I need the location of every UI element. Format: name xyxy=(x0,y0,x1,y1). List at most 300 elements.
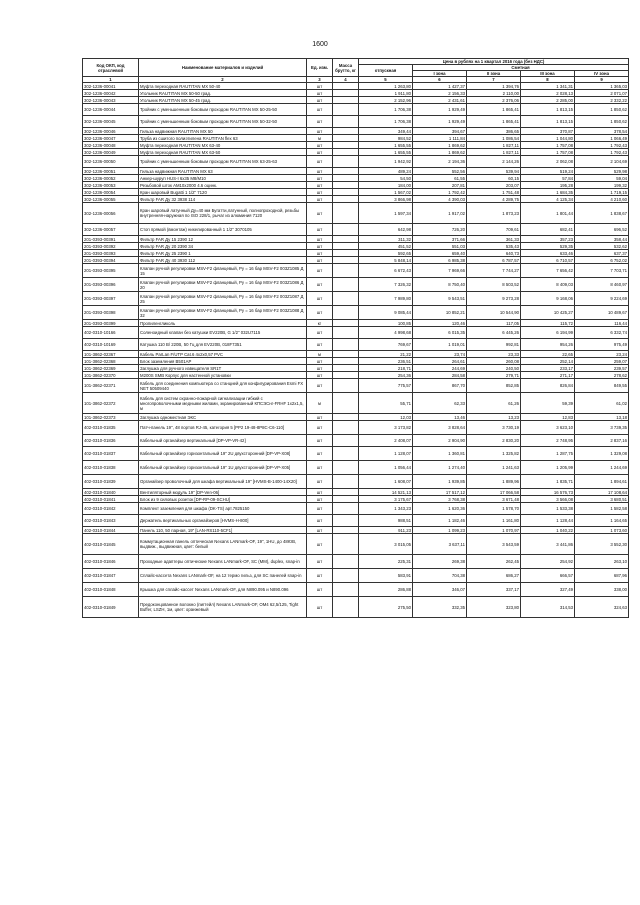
row-code: 101-3862-02371 xyxy=(83,379,139,393)
row-name: Труба из сшитого полиэтилена RAUTITAN flex 63 xyxy=(139,135,307,142)
row-mass xyxy=(333,597,359,618)
row-zone-2-price: 4 289,75 xyxy=(467,196,521,203)
row-zone-2-price: 1 873,23 xyxy=(467,203,521,224)
row-code: 402-0310-01840 xyxy=(83,489,139,496)
row-release-price: 769,67 xyxy=(359,339,413,351)
header-zone-3: III зона xyxy=(521,71,575,77)
row-unit: шт xyxy=(307,236,333,243)
row-zone-1-price: 1 099,23 xyxy=(413,527,467,534)
row-unit: шт xyxy=(307,156,333,168)
row-zone-2-price: 23,33 xyxy=(467,351,521,358)
table-row xyxy=(83,168,629,175)
row-zone-1-price: 17 517,12 xyxy=(413,489,467,496)
row-name: Блок из 9 силовых розеток [DP-RP-09-SCHU] xyxy=(139,496,307,503)
row-code: 101-3862-02373 xyxy=(83,414,139,421)
row-zone-2-price: 1 161,80 xyxy=(467,515,521,527)
row-zone-1-price: 13,46 xyxy=(413,414,467,421)
table-row xyxy=(83,264,629,278)
row-zone-3-price: 1 533,38 xyxy=(521,503,575,515)
row-zone-3-price: 233,17 xyxy=(521,365,575,372)
table-row xyxy=(83,414,629,421)
row-unit: шт xyxy=(307,365,333,372)
row-zone-3-price: 327,49 xyxy=(521,583,575,597)
row-zone-1-price: 3 828,64 xyxy=(413,421,467,435)
row-name: Кабель для соединения компьютера со станцией для конфигурирования Esmi FX NET 50509440 xyxy=(139,379,307,393)
table-row xyxy=(83,358,629,365)
row-zone-4-price: 199,32 xyxy=(575,182,629,189)
table-row xyxy=(83,583,629,597)
table-body xyxy=(83,83,629,618)
row-unit: шт xyxy=(307,149,333,156)
row-mass xyxy=(333,224,359,236)
row-unit: шт xyxy=(307,421,333,435)
row-code: 201-0393-00391 xyxy=(83,236,139,243)
row-code: 302-1236-00042 xyxy=(83,90,139,97)
row-zone-2-price: 640,73 xyxy=(467,250,521,257)
row-name: Фильтр FAR Ду 40 3930 112 xyxy=(139,257,307,264)
row-code: 402-0310-01838 xyxy=(83,461,139,475)
row-mass xyxy=(333,393,359,414)
row-zone-3-price: 1 801,44 xyxy=(521,203,575,224)
table-row xyxy=(83,534,629,555)
row-unit: шт xyxy=(307,503,333,515)
row-zone-3-price: 954,26 xyxy=(521,339,575,351)
table-row xyxy=(83,257,629,264)
row-zone-1-price: 1 917,02 xyxy=(413,203,467,224)
row-release-price: 1 263,80 xyxy=(359,83,413,90)
row-code: 201-0393-00392 xyxy=(83,243,139,250)
row-zone-1-price: 244,69 xyxy=(413,365,467,372)
row-zone-1-price: 284,58 xyxy=(413,372,467,379)
row-release-price: 236,51 xyxy=(359,358,413,365)
row-release-price: 1 597,34 xyxy=(359,203,413,224)
table-row xyxy=(83,182,629,189)
row-zone-2-price: 535,43 xyxy=(467,243,521,250)
row-release-price: 1 056,44 xyxy=(359,461,413,475)
row-zone-3-price: 57,84 xyxy=(521,175,575,182)
row-zone-3-price: 4 125,34 xyxy=(521,196,575,203)
row-code: 302-1236-00044 xyxy=(83,104,139,116)
row-mass xyxy=(333,292,359,306)
table-row xyxy=(83,156,629,168)
row-zone-3-price: 2 028,13 xyxy=(521,90,575,97)
row-mass xyxy=(333,257,359,264)
row-code: 402-0310-01845 xyxy=(83,534,139,555)
header-release-price: отпускная xyxy=(359,65,413,77)
row-zone-2-price: 2 376,06 xyxy=(467,97,521,104)
row-unit: шт xyxy=(307,189,333,196)
row-zone-4-price: 1 066,49 xyxy=(575,135,629,142)
row-unit: шт xyxy=(307,90,333,97)
row-name: Гильза надвижная RAUTITAN MX 50 xyxy=(139,128,307,135)
row-zone-2-price: 361,33 xyxy=(467,236,521,243)
row-zone-4-price: 239,57 xyxy=(575,365,629,372)
row-zone-2-price: 1 827,11 xyxy=(467,149,521,156)
row-unit: шт xyxy=(307,527,333,534)
row-zone-4-price: 338,00 xyxy=(575,583,629,597)
row-unit: шт xyxy=(307,339,333,351)
row-name: Фильтр FAR Ду 32 3938 114 xyxy=(139,196,307,203)
row-zone-3-price: 1 813,15 xyxy=(521,116,575,128)
row-release-price: 1 706,38 xyxy=(359,104,413,116)
row-zone-1-price: 23,74 xyxy=(413,351,467,358)
row-zone-4-price: 1 850,62 xyxy=(575,104,629,116)
column-number: 4 xyxy=(333,77,359,83)
row-name: Соленоидный клапан без катушки EV220B, G 1/2" 032U7115 xyxy=(139,327,307,339)
row-zone-3-price: 22,65 xyxy=(521,351,575,358)
row-unit: шт xyxy=(307,182,333,189)
row-zone-3-price: 1 684,35 xyxy=(521,189,575,196)
row-unit: шт xyxy=(307,97,333,104)
row-name: Муфта переходная RAUTITAN MX 63-40 xyxy=(139,142,307,149)
row-zone-1-price: 867,70 xyxy=(413,379,467,393)
row-zone-2-price: 1 578,70 xyxy=(467,503,521,515)
row-mass xyxy=(333,90,359,97)
row-code: 101-3862-02372 xyxy=(83,393,139,414)
row-name: Муфта переходная RAUTITAN MX 50-40 xyxy=(139,83,307,90)
row-zone-2-price: 203,07 xyxy=(467,182,521,189)
row-zone-4-price: 3 739,35 xyxy=(575,421,629,435)
row-zone-4-price: 17 108,64 xyxy=(575,489,629,496)
table-row xyxy=(83,104,629,116)
row-zone-2-price: 1 325,82 xyxy=(467,447,521,461)
row-mass xyxy=(333,264,359,278)
row-mass xyxy=(333,534,359,555)
row-mass xyxy=(333,203,359,224)
table-row xyxy=(83,116,629,128)
row-zone-4-price: 637,37 xyxy=(575,250,629,257)
row-zone-1-price: 2 431,61 xyxy=(413,97,467,104)
table-row xyxy=(83,90,629,97)
row-mass xyxy=(333,339,359,351)
row-name: Кабель ParLan F/UTP Cat.6 4x2x0,57 PVC xyxy=(139,351,307,358)
row-zone-3-price: 633,46 xyxy=(521,250,575,257)
row-unit: шт xyxy=(307,278,333,292)
row-unit: шт xyxy=(307,569,333,583)
row-zone-1-price: 1 274,40 xyxy=(413,461,467,475)
row-zone-4-price: 1 894,61 xyxy=(575,475,629,489)
row-zone-1-price: 1 111,84 xyxy=(413,135,467,142)
header-zone-4: IV зона xyxy=(575,71,629,77)
row-zone-3-price: 2 748,95 xyxy=(521,435,575,447)
table-row xyxy=(83,243,629,250)
row-code: 402-0310-01842 xyxy=(83,503,139,515)
row-zone-3-price: 314,53 xyxy=(521,597,575,618)
row-zone-1-price: 10 852,21 xyxy=(413,306,467,320)
table-row xyxy=(83,421,629,435)
row-zone-1-price: 551,03 xyxy=(413,243,467,250)
row-release-price: 1 567,02 xyxy=(359,189,413,196)
row-zone-4-price: 2 104,69 xyxy=(575,156,629,168)
table-row xyxy=(83,496,629,503)
row-zone-1-price: 659,40 xyxy=(413,250,467,257)
header-code: Код ОКП, код отраслевой xyxy=(83,59,139,77)
row-unit: шт xyxy=(307,461,333,475)
row-code: 201-0393-00398 xyxy=(83,306,139,320)
row-zone-3-price: 271,17 xyxy=(521,372,575,379)
page-number: 1600 xyxy=(312,41,328,48)
table-row xyxy=(83,224,629,236)
table-row xyxy=(83,175,629,182)
row-name: Сплайс-кассета Nexans LANmark-OF, на 12 термо гильз, для SC панелей snap-in xyxy=(139,569,307,583)
row-release-price: 3 015,05 xyxy=(359,534,413,555)
row-zone-2-price: 6 445,26 xyxy=(467,327,521,339)
row-release-price: 7 326,32 xyxy=(359,278,413,292)
row-zone-1-price: 1 869,62 xyxy=(413,142,467,149)
row-mass xyxy=(333,503,359,515)
row-zone-3-price: 9 168,06 xyxy=(521,292,575,306)
row-zone-3-price: 3 623,10 xyxy=(521,421,575,435)
header-zone-1: I зона xyxy=(413,71,467,77)
row-zone-1-price: 1 929,49 xyxy=(413,104,467,116)
row-zone-1-price: 371,66 xyxy=(413,236,467,243)
row-unit: шт xyxy=(307,379,333,393)
row-zone-1-price: 704,38 xyxy=(413,569,467,583)
row-name: Комплект заземления для шкафа (DK-TS) арт.7825150 xyxy=(139,503,307,515)
row-zone-2-price: 992,81 xyxy=(467,339,521,351)
row-zone-1-price: 332,35 xyxy=(413,597,467,618)
row-zone-4-price: 1 719,15 xyxy=(575,189,629,196)
row-mass xyxy=(333,142,359,149)
row-release-price: 984,52 xyxy=(359,135,413,142)
row-unit: шт xyxy=(307,306,333,320)
row-release-price: 1 608,07 xyxy=(359,475,413,489)
row-name: Вентиляторный модуль 19" [DP-Ven-06] xyxy=(139,489,307,496)
row-code: 402-0310-01835 xyxy=(83,421,139,435)
row-mass xyxy=(333,414,359,421)
row-zone-1-price: 2 194,36 xyxy=(413,156,467,168)
row-name: Катушка 110 В/ 220В, 50 Гц для EV220B, 018F7351 xyxy=(139,339,307,351)
row-zone-2-price: 1 070,97 xyxy=(467,527,521,534)
row-unit: шт xyxy=(307,292,333,306)
row-zone-3-price: 8 409,03 xyxy=(521,278,575,292)
row-code: 402-0310-01836 xyxy=(83,435,139,447)
row-name: Стоп прямой (вмонтаж) никелированный 1 1/2" 3070105 xyxy=(139,224,307,236)
row-zone-3-price: 1 128,44 xyxy=(521,515,575,527)
row-unit: шт xyxy=(307,196,333,203)
row-zone-2-price: 262,45 xyxy=(467,555,521,569)
row-zone-4-price: 1 244,69 xyxy=(575,461,629,475)
row-zone-2-price: 17 066,58 xyxy=(467,489,521,496)
row-code: 402-0310-01847 xyxy=(83,569,139,583)
row-unit: м xyxy=(307,135,333,142)
row-name: Панель 110, 50 парная, 19" [LAN-RS110-5CF1] xyxy=(139,527,307,534)
table-row xyxy=(83,142,629,149)
row-unit: шт xyxy=(307,489,333,496)
row-code: 302-1236-00055 xyxy=(83,196,139,203)
row-unit: шт xyxy=(307,250,333,257)
row-release-price: 14 521,13 xyxy=(359,489,413,496)
column-number: 6 xyxy=(413,77,467,83)
row-code: 201-0393-00394 xyxy=(83,257,139,264)
column-number: 1 xyxy=(83,77,139,83)
table-row xyxy=(83,461,629,475)
row-zone-1-price: 1 019,01 xyxy=(413,339,467,351)
table-row xyxy=(83,351,629,358)
table-row xyxy=(83,306,629,320)
row-zone-4-price: 59,04 xyxy=(575,175,629,182)
row-unit: шт xyxy=(307,257,333,264)
row-zone-4-price: 13,18 xyxy=(575,414,629,421)
row-zone-1-price: 6 015,35 xyxy=(413,327,467,339)
header-price-title: Цена в рублях на 1 квартал 2016 года (без НДС) xyxy=(359,59,629,65)
table-row xyxy=(83,135,629,142)
row-unit: шт xyxy=(307,168,333,175)
table-row xyxy=(83,435,629,447)
row-zone-3-price: 519,24 xyxy=(521,168,575,175)
row-release-price: 7 989,80 xyxy=(359,292,413,306)
row-name: Заглушка для ручного извещателя SR1T xyxy=(139,365,307,372)
row-release-price: 5 848,14 xyxy=(359,257,413,264)
row-mass xyxy=(333,97,359,104)
row-zone-3-price: 1 205,99 xyxy=(521,461,575,475)
row-zone-1-price: 1 939,85 xyxy=(413,475,467,489)
row-code: 402-0310-01844 xyxy=(83,527,139,534)
row-zone-2-price: 10 544,90 xyxy=(467,306,521,320)
row-zone-3-price: 6 194,99 xyxy=(521,327,575,339)
row-zone-2-price: 709,61 xyxy=(467,224,521,236)
row-mass xyxy=(333,116,359,128)
row-zone-2-price: 686,27 xyxy=(467,569,521,583)
row-release-price: 21,22 xyxy=(359,351,413,358)
row-zone-2-price: 2 110,00 xyxy=(467,90,521,97)
row-mass xyxy=(333,435,359,447)
row-release-price: 55,71 xyxy=(359,393,413,414)
row-zone-2-price: 323,80 xyxy=(467,597,521,618)
row-name: Клапан ручной регулировки MSV-F2 фланцевый, Ру = 16 бар MSV-F2 003Z1086 Д 20 xyxy=(139,278,307,292)
row-name: Кабельный органайзер горизонтальный 19" 2U двухсторонний [DP-VP-X08] xyxy=(139,447,307,461)
row-name: Угольник RAUTITAN MX 50-50 град. xyxy=(139,90,307,97)
row-zone-2-price: 60,15 xyxy=(467,175,521,182)
row-zone-3-price: 115,72 xyxy=(521,320,575,327)
row-unit: шт xyxy=(307,583,333,597)
row-unit: шт xyxy=(307,475,333,489)
row-unit: м xyxy=(307,351,333,358)
row-code: 402-0310-10166 xyxy=(83,327,139,339)
row-name: Коммутационная панель оптическая Nexans LANmark-OF, 19", 1HU, до 48ЮВ, выдвиж., выдвижная, цвет: белый xyxy=(139,534,307,555)
row-zone-4-price: 116,44 xyxy=(575,320,629,327)
row-zone-2-price: 1 889,96 xyxy=(467,475,521,489)
row-zone-3-price: 10 425,27 xyxy=(521,306,575,320)
row-unit: шт xyxy=(307,104,333,116)
row-release-price: 3 866,98 xyxy=(359,196,413,203)
row-zone-4-price: 1 329,08 xyxy=(575,447,629,461)
row-code: 302-1236-00050 xyxy=(83,156,139,168)
row-zone-2-price: 1 751,48 xyxy=(467,189,521,196)
row-zone-1-price: 3 637,11 xyxy=(413,534,467,555)
row-name: Крышка для сплайс-кассет Nexans LANmark-OF, для N890.095 и N890.096 xyxy=(139,583,307,597)
row-release-price: 1 343,23 xyxy=(359,503,413,515)
row-name: Тройник с уменьшенным боковым проходом RAUTITAN MX 50-32-50 xyxy=(139,116,307,128)
row-zone-3-price: 2 285,00 xyxy=(521,97,575,104)
row-zone-4-price: 532,62 xyxy=(575,243,629,250)
row-zone-4-price: 278,62 xyxy=(575,372,629,379)
row-release-price: 4 998,68 xyxy=(359,327,413,339)
row-zone-4-price: 696,52 xyxy=(575,224,629,236)
row-zone-2-price: 13,23 xyxy=(467,414,521,421)
table-row xyxy=(83,372,629,379)
row-zone-1-price: 9 543,51 xyxy=(413,292,467,306)
row-zone-1-price: 2 904,90 xyxy=(413,435,467,447)
row-zone-3-price: 370,87 xyxy=(521,128,575,135)
row-release-price: 451,52 xyxy=(359,243,413,250)
row-code: 101-3862-02368 xyxy=(83,358,139,365)
row-code: 201-0393-00396 xyxy=(83,278,139,292)
row-unit: шт xyxy=(307,83,333,90)
row-zone-4-price: 378,54 xyxy=(575,128,629,135)
row-zone-3-price: 1 044,80 xyxy=(521,135,575,142)
row-zone-4-price: 1 073,60 xyxy=(575,527,629,534)
row-release-price: 349,44 xyxy=(359,128,413,135)
row-zone-1-price: 3 768,38 xyxy=(413,496,467,503)
row-release-price: 3 173,82 xyxy=(359,421,413,435)
row-zone-4-price: 1 365,03 xyxy=(575,83,629,90)
row-mass xyxy=(333,327,359,339)
table-row xyxy=(83,320,629,327)
row-zone-1-price: 269,38 xyxy=(413,555,467,569)
row-release-price: 1 655,55 xyxy=(359,149,413,156)
row-unit: шт xyxy=(307,264,333,278)
row-zone-4-price: 6 752,02 xyxy=(575,257,629,264)
row-zone-4-price: 1 164,65 xyxy=(575,515,629,527)
table-row xyxy=(83,555,629,569)
row-code: 302-1236-00043 xyxy=(83,97,139,104)
row-unit: шт xyxy=(307,175,333,182)
row-mass xyxy=(333,515,359,527)
row-name: Проходные адаптеры оптические Nexans LANmark-OF, SC (MM), duplex, snap-in xyxy=(139,555,307,569)
row-release-price: 911,23 xyxy=(359,527,413,534)
row-unit: шт xyxy=(307,447,333,461)
row-zone-2-price: 7 744,27 xyxy=(467,264,521,278)
row-zone-3-price: 59,39 xyxy=(521,393,575,414)
row-zone-1-price: 62,33 xyxy=(413,393,467,414)
row-code: 402-0310-01848 xyxy=(83,583,139,597)
row-name: Резьбовой шток AM10x2000 4.6 оцинк. xyxy=(139,182,307,189)
table-row xyxy=(83,97,629,104)
row-mass xyxy=(333,475,359,489)
row-zone-4-price: 1 792,43 xyxy=(575,149,629,156)
row-mass xyxy=(333,250,359,257)
row-zone-3-price: 666,57 xyxy=(521,569,575,583)
row-zone-3-price: 1 040,22 xyxy=(521,527,575,534)
row-zone-4-price: 3 680,51 xyxy=(575,496,629,503)
row-name: Кран шаровый латунный Ду=40 мм Бугатти,латунный, полнопроходной, резьбы внутренняя-наружная по ISO 228/1, рычаг из алюминия 7120 xyxy=(139,203,307,224)
row-release-price: 1 942,92 xyxy=(359,156,413,168)
row-code: 402-0310-01839 xyxy=(83,475,139,489)
row-code: 201-0393-00393 xyxy=(83,250,139,257)
row-zone-2-price: 6 787,57 xyxy=(467,257,521,264)
row-mass xyxy=(333,583,359,597)
row-code: 302-1236-00053 xyxy=(83,182,139,189)
row-name: Заглушка одноместная ЭКС xyxy=(139,414,307,421)
row-zone-2-price: 1 241,63 xyxy=(467,461,521,475)
row-release-price: 2 152,96 xyxy=(359,97,413,104)
row-code: 402-0310-01841 xyxy=(83,496,139,503)
row-unit: шт xyxy=(307,243,333,250)
row-name: Пропиленгликоль xyxy=(139,320,307,327)
row-unit: кг xyxy=(307,320,333,327)
row-name: Клапан ручной регулировки MSV-F2 фланцевый, Ру = 16 бар MSV-F2 003Z1087 Д 25 xyxy=(139,292,307,306)
row-unit: м xyxy=(307,393,333,414)
row-zone-1-price: 1 620,36 xyxy=(413,503,467,515)
row-unit: шт xyxy=(307,116,333,128)
row-zone-2-price: 2 144,26 xyxy=(467,156,521,168)
row-code: 201-0393-00395 xyxy=(83,264,139,278)
header-estimate-price: Сметная xyxy=(413,65,629,71)
row-name: Анкер-шуруп HUS-I 6x35 M8/M10 xyxy=(139,175,307,182)
row-zone-3-price: 2 062,08 xyxy=(521,156,575,168)
row-name: Кран шаровый Bugatti 1 1/2" 7120 xyxy=(139,189,307,196)
